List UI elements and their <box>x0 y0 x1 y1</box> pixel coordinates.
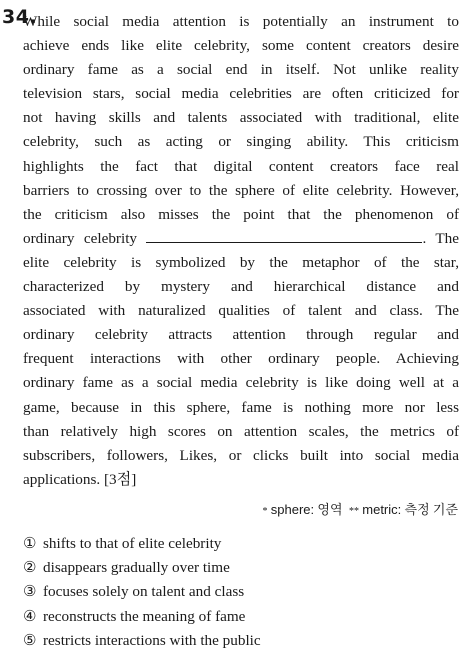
footnote-term: metric: <box>362 502 402 517</box>
blank-line-after: . The <box>422 229 460 247</box>
passage-line: achieve ends like elite celebrity, some content creators desire <box>23 37 459 55</box>
choice-number: ② <box>23 559 37 577</box>
passage-line: ordinary fame as a social end in itself. Not unlike reality <box>23 61 459 79</box>
footnote-marker: * <box>262 506 268 517</box>
passage-line: subscribers, followers, Likes, or clicks built into social media <box>23 446 459 464</box>
choice-number: ① <box>23 535 37 552</box>
passage-line: frequent interactions with other ordinary people. Achieving <box>23 350 459 368</box>
passage-line: barriers to crossing over to the sphere of elite celebrity. However, <box>23 181 459 199</box>
answer-choice[interactable] <box>23 556 261 580</box>
question-number: 34. <box>2 6 38 28</box>
choice-text: reconstructs the meaning of fame <box>43 607 246 625</box>
choice-number: ④ <box>23 607 37 625</box>
passage-line: characterized by mystery and hierarchical distance and <box>23 278 459 296</box>
passage-line: not having skills and talents associated with traditional, elite <box>23 109 459 127</box>
passage-line: the criticism also misses the point that the phenomenon of <box>23 205 459 223</box>
passage <box>23 10 459 492</box>
choice-text: disappears gradually over time <box>43 559 230 577</box>
passage-line: ordinary fame as a social media celebrity is like doing well at a <box>23 374 459 392</box>
choice-text: focuses solely on talent and class <box>43 583 245 601</box>
passage-line: ordinary celebrity attracts attention through regular and <box>23 326 459 344</box>
passage-line: applications. [3점] <box>23 470 137 488</box>
passage-line: associated with naturalized qualities of talent and class. The <box>23 302 459 320</box>
answer-choice[interactable] <box>23 532 261 556</box>
choice-text: shifts to that of elite celebrity <box>43 535 222 552</box>
footnote <box>263 499 458 518</box>
passage-line: than relatively high scores on attention scales, the metrics of <box>23 422 459 440</box>
passage-line: elite celebrity is symbolized by the metaphor of the star, <box>23 253 459 271</box>
passage-line: game, because in this sphere, fame is nothing more nor less <box>23 398 459 416</box>
footnote-term: sphere: <box>270 502 315 517</box>
passage-line: highlights the fact that digital content creators face real <box>23 157 459 175</box>
answer-choice[interactable] <box>23 629 261 653</box>
blank-line <box>23 227 459 251</box>
passage-line: While social media attention is potentially an instrument to <box>23 13 459 30</box>
footnote-definition: 측정 기준 <box>404 502 458 517</box>
passage-line: television stars, social media celebrities are often criticized for <box>23 85 459 103</box>
passage-line: celebrity, such as acting or singing ability. This criticism <box>23 133 459 151</box>
choice-number: ③ <box>23 583 37 601</box>
footnote-marker: ** <box>349 506 360 517</box>
choice-number: ⑤ <box>23 631 37 649</box>
blank-line-before: ordinary celebrity <box>23 229 138 247</box>
choice-text: restricts interactions with the public <box>43 631 261 649</box>
answer-choice[interactable] <box>23 580 261 604</box>
answer-choice[interactable] <box>23 605 261 629</box>
answer-blank <box>146 228 422 243</box>
footnote-definition: 영역 <box>317 502 343 517</box>
answer-choices <box>23 532 261 653</box>
